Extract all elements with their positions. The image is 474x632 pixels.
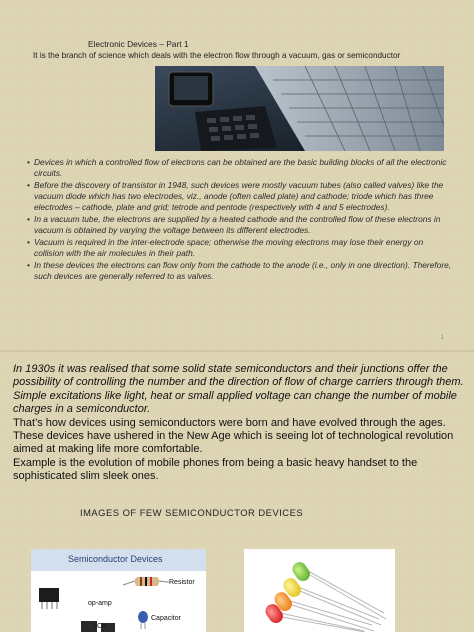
bullet-item: • Vacuum is required in the inter-electrode space; otherwise the moving electrons may lose their energy on collision with the air molecules in their path. [27, 236, 424, 259]
laptop-phone-calculator-image [155, 66, 444, 151]
paragraph-italic: In 1930s it was realised that some solid state semiconductors and their junctions offer the possibility of controlling the number and the direction of flow of charge carriers through them. Simple excitations like light, heat or small applied voltage can change the number of mobile charges in a semiconductor. [13, 363, 464, 416]
slide-title: Electronic Devices – Part 1 [88, 39, 189, 49]
label-op-amp: op-amp [88, 600, 112, 607]
bullet-list [27, 157, 452, 283]
bullet-item: • Before the discovery of transistor in 1948, such devices were mostly vacuum tubes (also called valves) like the vacuum diode which has two electrodes, viz., anode (often called plate) and cathode; triode which has three electrodes – cathode, plate and grid; tetrode and pentode (respectively with 4 and 5 electrodes). [27, 179, 444, 213]
label-capacitor: Capacitor [151, 615, 181, 622]
label-resistor: Resistor [169, 579, 195, 586]
paragraph-normal: That’s how devices using semiconductors were born and have evolved through the ages. These devices have ushered in the New Age which is seeing lot of technological revolution aimed at making life more comfortable. [13, 416, 454, 456]
page-number: 1 [440, 335, 444, 341]
label-ics: ICs [95, 623, 106, 630]
bullet-item: • In these devices the electrons can flow only from the cathode to the anode (i.e., only in one direction). Therefore, such devices are generally referred to as valves. [27, 259, 452, 282]
panel-header-text: Semiconductor Devices [68, 554, 163, 564]
devices-photo [155, 66, 444, 151]
leds-image [244, 549, 395, 632]
paragraph-example: Example is the evolution of mobile phones from being a basic heavy handset to the sophisticated slim sleek ones. [13, 456, 418, 483]
semiconductor-devices-panel [31, 549, 206, 632]
bullet-item: • In a vacuum tube, the electrons are supplied by a heated cathode and the controlled flow of these electrons in vacuum is obtained by varying the voltage between its different electrodes. [27, 214, 441, 236]
led-photo [244, 549, 395, 632]
bullet-item: • Devices in which a controlled flow of electrons can be obtained are the basic building blocks of all the electronic circuits. [27, 157, 447, 179]
images-heading: IMAGES OF FEW SEMICONDUCTOR DEVICES [80, 507, 304, 518]
slide-subtitle: It is the branch of science which deals with the electron flow through a vacuum, gas or semiconductor [33, 51, 401, 60]
body-paragraph [13, 363, 465, 484]
